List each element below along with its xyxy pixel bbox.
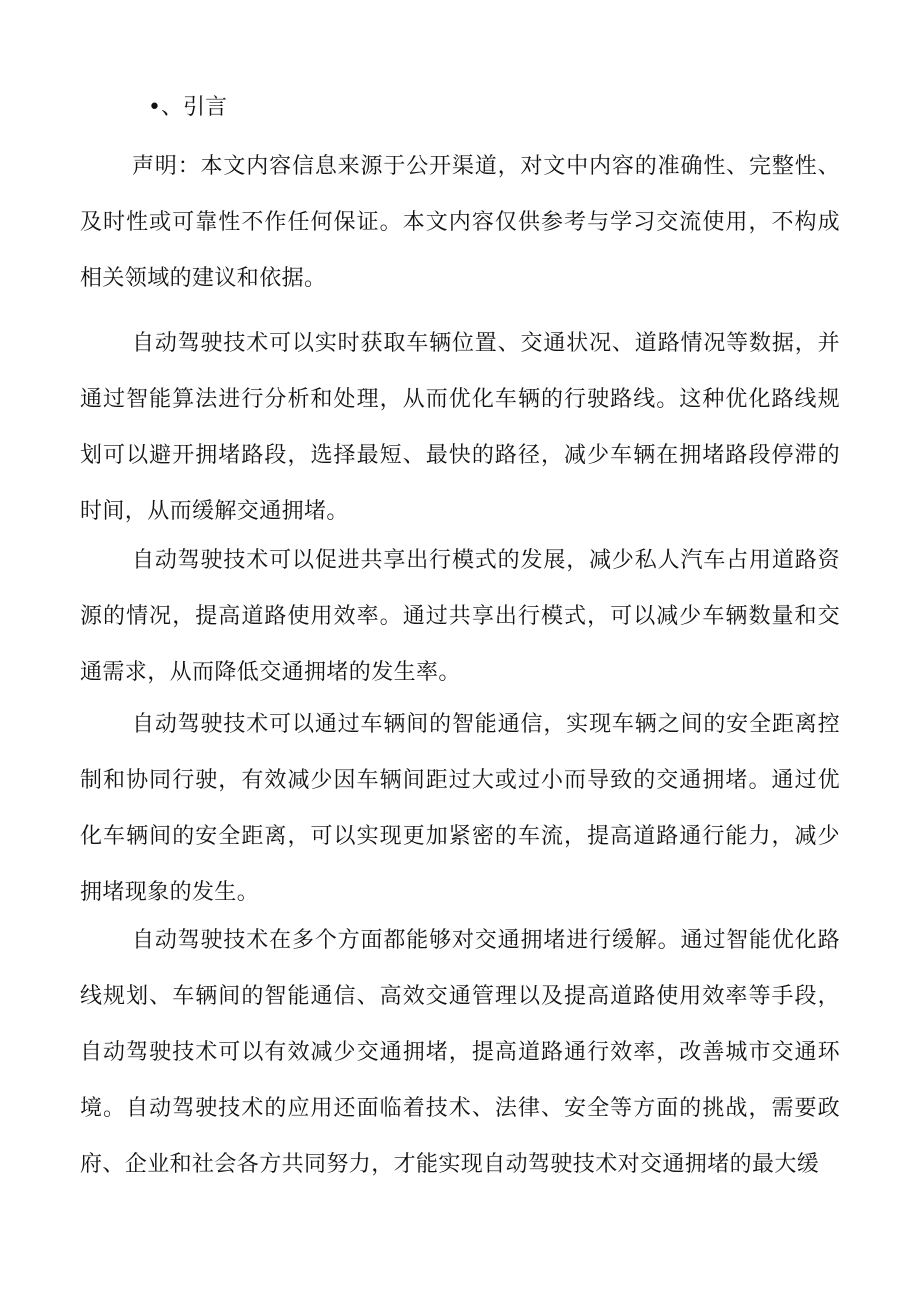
- bullet-icon: •: [148, 95, 161, 120]
- disclaimer-paragraph: 声明：本文内容信息来源于公开渠道，对文中内容的准确性、完整性、及时性或可靠性不作任何保证。本文内容仅供参考与学习交流使用，不构成相关领域的建议和依据。: [80, 154, 840, 291]
- section-heading-text: 、引言: [160, 95, 227, 120]
- body-paragraph: 自动驾驶技术可以通过车辆间的智能通信，实现车辆之间的安全距离控制和协同行驶，有效减少因车辆间距过大或过小而导致的交通拥堵。通过优化车辆间的安全距离，可以实现更加紧密的车流，提高道路通行能力，减少拥堵现象的发生。: [80, 712, 840, 905]
- section-heading: [148, 92, 227, 124]
- body-paragraph: 自动驾驶技术在多个方面都能够对交通拥堵进行缓解。通过智能优化路线规划、车辆间的智能通信、高效交通管理以及提高道路使用效率等手段，自动驾驶技术可以有效减少交通拥堵，提高道路通行效率，改善城市交通环境。自动驾驶技术的应用还面临着技术、法律、安全等方面的挑战，需要政府、企业和社会各方共同努力，才能实现自动驾驶技术对交通拥堵的最大缓: [80, 928, 840, 1177]
- body-paragraph: 自动驾驶技术可以促进共享出行模式的发展，减少私人汽车占用道路资源的情况，提高道路使用效率。通过共享出行模式，可以减少车辆数量和交通需求，从而降低交通拥堵的发生率。: [80, 548, 840, 685]
- body-paragraph: 自动驾驶技术可以实时获取车辆位置、交通状况、道路情况等数据，并通过智能算法进行分析和处理，从而优化车辆的行驶路线。这种优化路线规划可以避开拥堵路段，选择最短、最快的路径，减少车辆在拥堵路段停滞的时间，从而缓解交通拥堵。: [80, 331, 840, 524]
